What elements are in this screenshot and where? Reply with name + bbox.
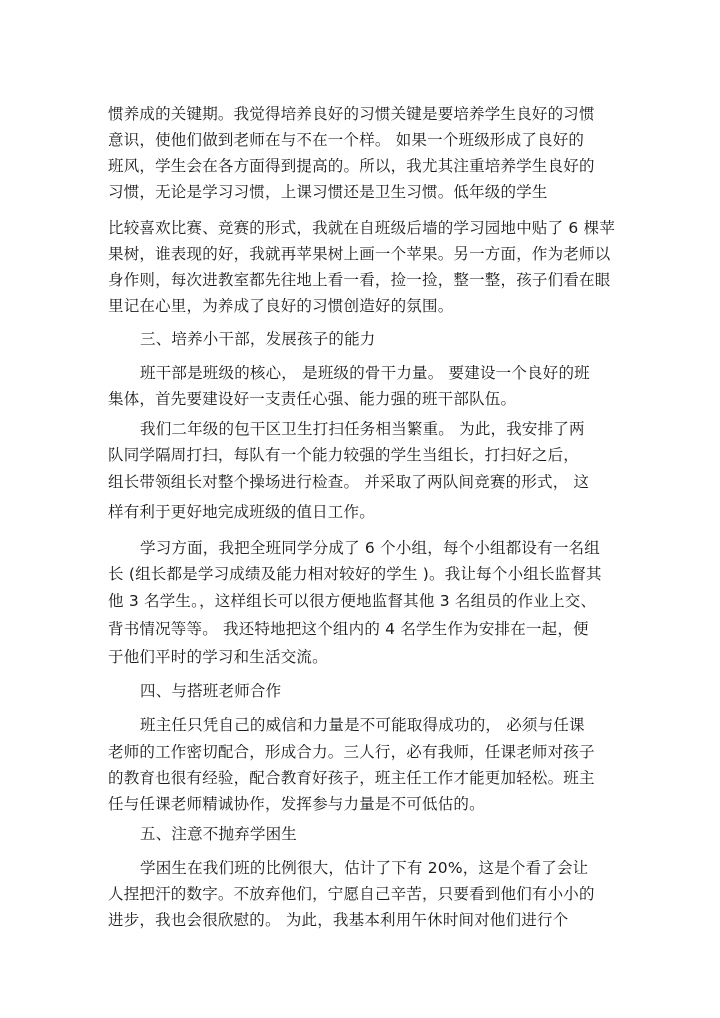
text-line: 老师的工作密切配合，形成合力。三人行，必有我师，任课老师对孩子	[108, 743, 595, 761]
section-heading: 四、与搭班老师合作	[140, 682, 282, 700]
text-line: 班风，学生会在各方面得到提高的。所以，我尤其注重培养学生良好的	[108, 157, 595, 175]
text-line: 集体，首先要建设好一支责任心强、能力强的班干部队伍。	[108, 390, 517, 408]
text-line: 进步，我也会很欣慰的。 为此，我基本利用午休时间对他们进行个	[108, 911, 569, 929]
section-heading: 三、培养小干部，发展孩子的能力	[140, 330, 376, 348]
text-line: 意识，使他们做到老师在与不在一个样。 如果一个班级形成了良好的	[108, 131, 585, 149]
text-line: 任与任课老师精诚协作，发挥参与力量是不可低估的。	[108, 795, 485, 813]
text-line: 班干部是班级的核心， 是班级的骨干力量。 要建设一个良好的班	[140, 364, 590, 382]
text-line: 人捏把汗的数字。不放弃他们，宁愿自己辛苦，只要看到他们有小小的	[108, 885, 595, 903]
text-line: 样有利于更好地完成班级的值日工作。	[108, 503, 375, 521]
text-line: 他 3 名学生。，这样组长可以很方便地监督其他 3 名组员的作业上交、	[108, 592, 597, 610]
section-heading: 五、注意不抛弃学困生	[140, 825, 298, 843]
text-line: 身作则，每次进教室都先往地上看一看，捡一捡，整一整，孩子们看在眼	[108, 271, 611, 289]
text-line: 班主任只凭自己的威信和力量是不可能取得成功的， 必须与任课	[140, 716, 585, 734]
text-line: 背书情况等等。 我还特地把这个组内的 4 名学生作为安排在一起，便	[108, 620, 589, 638]
text-line: 于他们平时的学习和生活交流。	[108, 648, 328, 666]
text-line: 学困生在我们班的比例很大，估计了下有 20%，这是个看了会让	[140, 859, 589, 877]
text-line: 果树，谁表现的好，我就再苹果树上画一个苹果。另一方面，作为老师以	[108, 245, 611, 263]
text-line: 我们二年级的包干区卫生打扫任务相当繁重。 为此，我安排了两	[140, 420, 585, 438]
text-line: 习惯，无论是学习习惯，上课习惯还是卫生习惯。低年级的学生	[108, 183, 548, 201]
text-line: 队同学隔周打扫，每队有一个能力较强的学生当组长，打扫好之后，	[108, 446, 580, 464]
text-line: 学习方面，我把全班同学分成了 6 个小组，每个小组都设有一名组	[140, 539, 600, 557]
text-line: 比较喜欢比赛、竞赛的形式，我就在自班级后墙的学习园地中贴了 6 棵苹	[108, 219, 616, 237]
text-line: 惯养成的关键期。我觉得培养良好的习惯关键是要培养学生良好的习惯	[108, 105, 595, 123]
text-line: 组长带领组长对整个操场进行检查。 并采取了两队间竞赛的形式， 这	[108, 473, 590, 491]
text-line: 的教育也很有经验，配合教育好孩子，班主任工作才能更加轻松。班主	[108, 769, 595, 787]
text-line: 长 (组长都是学习成绩及能力相对较好的学生 )。我让每个小组长监督其	[108, 565, 602, 583]
text-line: 里记在心里，为养成了良好的习惯创造好的氛围。	[108, 297, 454, 315]
